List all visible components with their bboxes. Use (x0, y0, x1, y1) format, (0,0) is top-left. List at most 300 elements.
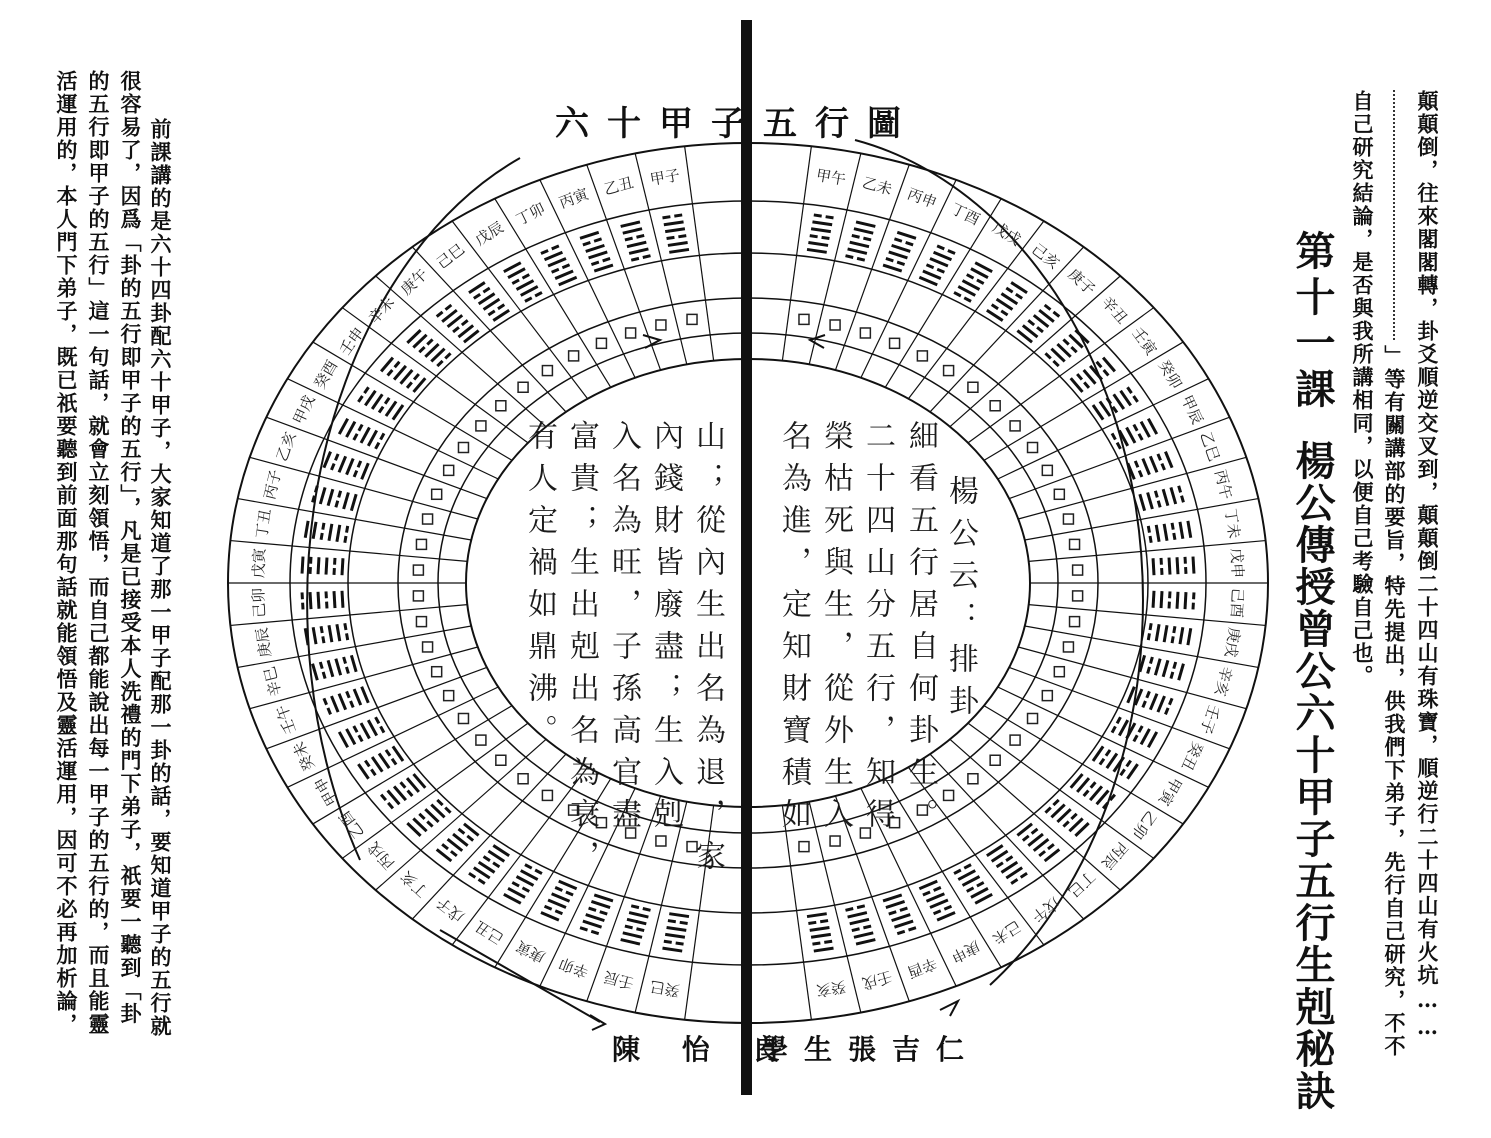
yin-line-mark (555, 887, 562, 890)
yin-line-mark (1104, 370, 1109, 376)
yin-line-mark (824, 941, 832, 942)
yin-line-mark (483, 288, 489, 292)
yang-line-mark (1155, 659, 1160, 676)
yin-line-mark (493, 863, 499, 867)
inner-ring-mark (458, 443, 468, 453)
ring-label: 己未 (989, 916, 1025, 948)
yin-line-mark (631, 258, 639, 260)
yang-line-mark (329, 524, 332, 541)
yang-line-mark (854, 933, 873, 937)
inner-ring-mark (413, 565, 423, 575)
yang-line-mark (856, 940, 875, 944)
yang-line-mark (594, 265, 613, 271)
yin-line-mark (1135, 461, 1138, 467)
yang-line-mark (1107, 753, 1117, 768)
yin-line-mark (1106, 750, 1110, 756)
yang-line-mark (504, 894, 521, 903)
yin-line-mark (977, 280, 984, 284)
yin-line-mark (1139, 726, 1142, 732)
yang-line-mark (548, 258, 566, 266)
yin-line-mark (934, 887, 941, 890)
inner-note-col-4: 榮枯死與生，從外生入 (818, 420, 853, 840)
ellipsis-dots (1393, 90, 1395, 340)
yang-line-mark (850, 919, 869, 923)
yin-line-mark (1063, 821, 1068, 826)
yang-line-mark (627, 242, 646, 246)
yang-line-mark (318, 557, 319, 574)
yang-line-mark (919, 881, 937, 889)
ring-label: 乙未 (860, 173, 895, 199)
yang-line-mark (469, 282, 485, 292)
yang-line-mark (883, 265, 902, 271)
ring-spoke (782, 146, 811, 360)
ring-label: 丁亥 (397, 867, 432, 901)
yin-line-mark (923, 892, 930, 895)
yang-line-mark (358, 764, 368, 779)
inner-note-col-5: 名為進，定知財寶積如 (776, 420, 811, 840)
yang-line-mark (368, 720, 376, 735)
inner-note-col-10: 有人定禍如鼎沸。 (522, 420, 557, 756)
yin-line-mark (1134, 425, 1137, 431)
inner-ring-mark (542, 366, 552, 376)
yang-line-mark (662, 948, 682, 951)
yang-line-mark (591, 901, 610, 907)
yin-line-mark (1143, 701, 1146, 707)
yang-line-mark (814, 948, 834, 951)
inner-ring-mark (542, 790, 552, 800)
yang-line-mark (559, 881, 577, 889)
yin-line-mark (964, 298, 971, 302)
ring-label: 辛未 (364, 293, 399, 328)
yang-line-mark (344, 492, 349, 509)
ring-label: 辛丑 (1097, 293, 1132, 328)
yang-line-mark (923, 271, 941, 279)
yin-line-mark (977, 882, 984, 886)
yang-line-mark (627, 919, 646, 923)
yin-line-mark (954, 870, 961, 874)
yang-line-mark (1148, 419, 1156, 434)
yin-line-mark (386, 750, 390, 756)
inner-ring-mark (496, 401, 506, 411)
yang-line-mark (329, 625, 332, 642)
yang-line-mark (339, 732, 347, 747)
yin-line-mark (908, 928, 915, 930)
yang-line-mark (854, 229, 873, 233)
yang-line-mark (1188, 521, 1191, 538)
yang-line-mark (313, 664, 318, 681)
yang-line-mark (1140, 494, 1145, 511)
yin-line-mark (1045, 305, 1051, 310)
yin-line-mark (552, 269, 559, 272)
yin-line-mark (395, 362, 400, 368)
yang-line-mark (1164, 625, 1167, 642)
yin-line-mark (603, 258, 610, 260)
inner-ring-mark (432, 489, 442, 499)
yin-line-mark (852, 235, 860, 237)
ring-spoke (495, 199, 611, 388)
yang-line-mark (504, 263, 521, 272)
yin-line-mark (1023, 836, 1029, 841)
yin-line-mark (852, 929, 860, 931)
yin-line-mark (1048, 844, 1054, 849)
ring-label: 戊戌 (989, 218, 1025, 250)
inner-ring-mark (1010, 421, 1020, 431)
arrow-head-bottom-right (940, 1001, 958, 1016)
yin-line-mark (469, 873, 475, 877)
yin-line-mark (1158, 454, 1161, 460)
ring-label: 己卯 (249, 587, 269, 619)
yin-line-mark (401, 782, 406, 788)
ring-label: 丁酉 (947, 199, 983, 230)
yin-line-mark (388, 803, 393, 809)
yang-line-mark (1185, 592, 1186, 609)
yin-line-mark (674, 215, 682, 216)
yang-line-mark (1188, 628, 1191, 645)
right-top-col-1: 顛顛倒，往來閣閣轉，卦爻順逆交叉到，顛顛倒二十四山有珠寶，順逆行二十四山有火坑…… (1415, 90, 1440, 1041)
ring-spoke (540, 180, 635, 378)
yang-line-mark (354, 689, 361, 705)
yin-line-mark (437, 361, 442, 366)
left-body-col-3: 的五行即甲子的五行」這一句話，就會立刻領悟，而自己都能說出每一甲子的五行的，而且能靈 (86, 70, 111, 1036)
ring-spoke (587, 165, 661, 370)
inner-ring-mark (1073, 565, 1083, 575)
yang-line-mark (310, 592, 311, 609)
yang-line-mark (897, 232, 916, 238)
left-body-col-1: 前課講的是六十四卦配六十甲子，大家知道了那一甲子配那一卦的話，要知道甲子的五行就 (148, 118, 173, 1038)
yin-line-mark (1006, 857, 1012, 861)
yang-line-mark (589, 252, 608, 258)
yang-line-mark (807, 249, 827, 252)
yang-line-mark (848, 913, 867, 917)
yin-line-mark (324, 698, 327, 704)
yang-line-mark (1177, 592, 1178, 609)
yin-line-mark (1045, 808, 1050, 813)
inner-note-col-8: 入名為旺，子孫高官盡 (606, 420, 641, 840)
yin-line-mark (1039, 851, 1045, 856)
yin-line-mark (419, 347, 424, 352)
yang-line-mark (552, 894, 570, 902)
lesson-title: 楊公傳授曾公六十甲子五行生剋秘訣 (1289, 440, 1336, 1112)
inner-ring-mark (830, 320, 840, 330)
yin-line-mark (478, 879, 484, 883)
ring-label: 甲申 (310, 773, 342, 809)
yang-line-mark (351, 655, 356, 672)
ring-label: 乙卯 (1128, 807, 1161, 843)
ring-label: 甲子 (648, 166, 682, 189)
yang-line-mark (586, 915, 605, 921)
yin-line-mark (347, 633, 348, 640)
yang-line-mark (958, 871, 975, 880)
yang-line-mark (1156, 525, 1159, 542)
ring-label: 庚午 (397, 265, 432, 299)
ring-label: 丙申 (904, 184, 940, 213)
yang-line-mark (1141, 422, 1149, 437)
yin-line-mark (313, 496, 315, 503)
yin-line-mark (451, 851, 457, 856)
yang-line-mark (1150, 456, 1157, 472)
ring-label: 乙酉 (335, 807, 368, 843)
yang-line-mark (1158, 696, 1165, 712)
yin-line-mark (1172, 636, 1173, 643)
yin-line-mark (388, 370, 393, 376)
ring-label: 丁未 (1221, 507, 1244, 540)
yang-line-mark (963, 876, 980, 885)
yin-line-mark (1171, 672, 1173, 679)
yin-line-mark (566, 892, 573, 895)
yang-line-mark (555, 271, 573, 279)
yin-line-mark (1169, 698, 1172, 704)
yin-line-mark (512, 882, 519, 886)
yang-line-mark (1193, 557, 1194, 574)
inner-ring-mark (917, 351, 927, 361)
yang-line-mark (342, 558, 343, 575)
yang-line-mark (808, 243, 828, 246)
inner-ring-mark (518, 774, 528, 784)
yin-line-mark (392, 759, 396, 765)
yin-line-mark (676, 943, 684, 944)
ring-label: 壬子 (1196, 702, 1224, 737)
yin-line-mark (1117, 443, 1120, 449)
yang-line-mark (811, 934, 831, 937)
left-body-col-4: 活運用的，本人門下弟子，既已祇要聽到前面那句話就能領悟及靈活運用，因可不必再加析論， (54, 70, 79, 1036)
yin-line-mark (347, 691, 350, 697)
yin-line-mark (525, 298, 532, 302)
ring-label: 丙午 (1210, 467, 1236, 502)
yin-line-mark (1097, 362, 1102, 368)
yin-line-mark (541, 250, 548, 253)
yang-line-mark (1164, 524, 1167, 541)
inner-ring-mark (656, 320, 666, 330)
yin-line-mark (445, 305, 451, 310)
inner-ring-mark (990, 401, 1000, 411)
inner-ring-mark (626, 328, 636, 338)
yin-line-mark (600, 912, 607, 914)
yin-line-mark (323, 636, 324, 643)
yin-line-mark (845, 256, 853, 258)
ring-spoke (908, 221, 1043, 399)
diagram-header-caption: 六十甲子五行圖 (555, 104, 919, 144)
left-body-col-2: 很容易了，因爲「卦的五行即甲子的五行」，凡是已接受本人洗禮的門下弟子，祇要一聽到「卦 (118, 70, 143, 1026)
yang-line-mark (342, 591, 343, 608)
yin-line-mark (1121, 769, 1125, 775)
yin-line-mark (442, 844, 448, 849)
yang-line-mark (669, 249, 689, 252)
yin-line-mark (408, 791, 413, 797)
ring-label: 辛巳 (260, 664, 286, 699)
yang-line-mark (623, 229, 642, 233)
yin-line-mark (1053, 312, 1059, 317)
ring-label: 己亥 (1028, 239, 1063, 273)
yin-line-mark (1071, 814, 1076, 819)
yang-line-mark (347, 459, 354, 475)
ring-spoke (835, 165, 909, 370)
yin-line-mark (358, 461, 361, 467)
inner-note-col-2: 細看五行居自何卦生。 (903, 420, 938, 840)
yang-line-mark (892, 245, 911, 251)
yang-line-mark (361, 723, 369, 738)
yin-line-mark (1150, 536, 1151, 543)
yang-line-mark (1180, 522, 1183, 539)
ring-label: 甲戌 (289, 392, 319, 428)
yin-line-mark (1148, 633, 1149, 640)
ring-label: 壬申 (335, 323, 368, 359)
yin-line-mark (1100, 759, 1104, 765)
yin-line-mark (419, 814, 424, 819)
yin-line-mark (1077, 374, 1082, 380)
yin-line-mark (589, 908, 596, 910)
yang-line-mark (1100, 401, 1110, 416)
ring-label: 壬寅 (1128, 323, 1161, 359)
yin-line-mark (427, 339, 432, 344)
inner-ring-mark (432, 667, 442, 677)
yang-line-mark (1148, 732, 1156, 747)
yin-line-mark (453, 327, 459, 332)
right-top-col-2: 」等有關講部的要旨，特先提出，供我們下弟子，先行自己研究，不不 (1382, 345, 1407, 1058)
yang-line-mark (517, 281, 534, 290)
yin-line-mark (1053, 361, 1058, 366)
yin-line-mark (335, 454, 338, 460)
yang-line-mark (1163, 489, 1168, 506)
yang-line-mark (347, 422, 355, 437)
inner-ring-mark (423, 514, 433, 524)
yin-line-mark (467, 836, 473, 841)
yang-line-mark (926, 894, 944, 902)
arrow-head-upper-right (810, 335, 825, 348)
yin-line-mark (1084, 791, 1089, 797)
inner-ring-mark (518, 382, 528, 392)
yin-line-mark (1112, 433, 1115, 439)
inner-note-col-3: 二十四山分五行，知得 (860, 420, 895, 840)
yang-line-mark (971, 888, 988, 897)
yin-line-mark (822, 237, 830, 238)
yang-line-mark (521, 871, 538, 880)
ring-label: 庚子 (1064, 265, 1099, 299)
ring-label: 壬戌 (860, 967, 895, 993)
yin-line-mark (381, 795, 386, 801)
ring-label: 壬午 (272, 702, 300, 737)
yang-line-mark (667, 927, 687, 930)
yin-line-mark (1158, 501, 1160, 508)
yang-line-mark (665, 934, 685, 937)
yang-line-mark (583, 921, 602, 927)
yin-line-mark (462, 320, 468, 325)
yin-line-mark (1148, 667, 1150, 674)
yang-line-mark (326, 558, 327, 575)
yin-line-mark (562, 265, 569, 268)
inner-ring-mark (1042, 691, 1052, 701)
yang-line-mark (665, 229, 685, 232)
yang-line-mark (305, 521, 308, 538)
yin-line-mark (668, 921, 676, 922)
inner-ring-mark (416, 539, 426, 549)
inner-ring-mark (1028, 443, 1038, 453)
yang-line-mark (339, 419, 347, 434)
yang-line-mark (372, 394, 382, 409)
yang-line-mark (810, 927, 830, 930)
yang-line-mark (361, 428, 369, 443)
ring-spoke (310, 706, 512, 824)
ring-label: 戊午 (1028, 893, 1063, 927)
yin-line-mark (1139, 434, 1142, 440)
yin-line-mark (336, 501, 338, 508)
yin-line-mark (926, 265, 933, 268)
inner-ring-mark (944, 366, 954, 376)
yin-line-mark (331, 464, 334, 470)
yin-line-mark (381, 726, 384, 732)
yin-line-mark (1134, 735, 1137, 741)
yin-line-mark (437, 312, 443, 317)
yin-line-mark (359, 425, 362, 431)
yang-line-mark (848, 249, 867, 253)
yang-line-mark (508, 888, 525, 897)
yin-line-mark (954, 292, 961, 296)
yang-line-mark (1127, 428, 1135, 443)
yang-line-mark (975, 263, 992, 272)
yang-line-mark (1119, 720, 1127, 735)
yin-line-mark (897, 931, 904, 933)
inner-ring-mark (423, 642, 433, 652)
yin-line-mark (937, 246, 944, 249)
inner-ring-mark (860, 328, 870, 338)
yin-line-mark (1011, 879, 1017, 883)
yin-line-mark (583, 242, 590, 244)
yin-line-mark (857, 258, 865, 260)
yang-line-mark (337, 525, 340, 542)
ring-label: 戊子 (433, 893, 468, 927)
yin-line-mark (1045, 353, 1050, 358)
inner-ring-mark (1042, 465, 1052, 475)
ring-label: 甲午 (814, 166, 848, 189)
yin-line-mark (359, 735, 362, 741)
inner-ring-mark (458, 713, 468, 723)
yin-line-mark (376, 443, 379, 449)
ring-label: 丁丑 (252, 507, 275, 540)
ring-label: 丙戌 (364, 838, 399, 873)
ring-label: 辛酉 (904, 953, 940, 982)
ring-label: 庚戌 (1221, 626, 1244, 659)
yang-line-mark (351, 494, 356, 511)
yin-line-mark (522, 888, 529, 892)
ring-label: 己丑 (471, 916, 507, 948)
yang-line-mark (1171, 487, 1176, 504)
yin-line-mark (845, 909, 853, 911)
yin-line-mark (555, 911, 562, 914)
yang-line-mark (545, 252, 563, 260)
yin-line-mark (678, 236, 686, 237)
yang-line-mark (856, 222, 875, 226)
yin-line-mark (1021, 873, 1027, 877)
yin-line-mark (1139, 471, 1142, 477)
inner-ring-mark (1070, 617, 1080, 627)
yin-line-mark (1037, 327, 1043, 332)
yin-line-mark (354, 434, 357, 440)
yin-line-mark (964, 865, 971, 869)
yin-line-mark (1071, 347, 1076, 352)
yin-line-mark (512, 280, 519, 284)
ring-label: 戊寅 (249, 547, 269, 579)
yang-line-mark (629, 913, 648, 917)
inner-ring-mark (1028, 713, 1038, 723)
yin-line-mark (385, 398, 389, 404)
yin-line-mark (808, 922, 816, 923)
yin-line-mark (488, 311, 494, 315)
yang-line-mark (963, 281, 980, 290)
yin-line-mark (889, 912, 896, 914)
yang-line-mark (517, 876, 534, 885)
ring-spoke (685, 146, 714, 360)
yang-line-mark (971, 269, 988, 278)
inner-ring-mark (416, 617, 426, 627)
